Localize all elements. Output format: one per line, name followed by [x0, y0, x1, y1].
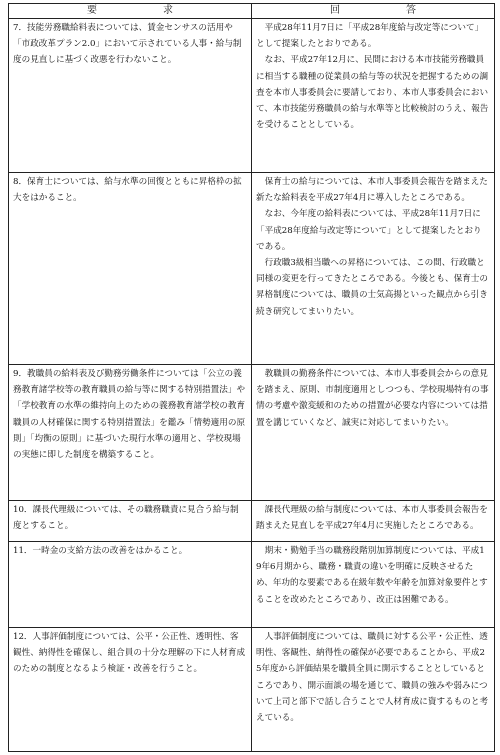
table-row	[9, 19, 495, 173]
table-row	[9, 173, 495, 365]
answer-paragraph: なお、平成27年12月に、民間における本市技能労務職員に相当する職種の従業員の給与等の状況を把握するための調査を本市人事委員会に要請しており、本市人事委員会において、本市技能労務職員の給与水準等と比較検討のうえ、報告を受けることとしている。	[256, 55, 489, 131]
answer-cell	[252, 628, 495, 752]
answer-paragraph: 平成28年11月7日に「平成28年度給与改定等について」として提案したとおりである。	[256, 23, 484, 50]
request-text: 8．保育士については、給与水準の回復とともに昇格枠の拡大をはかること。	[13, 177, 242, 204]
request-cell	[9, 501, 252, 542]
request-cell	[9, 173, 252, 365]
table-row	[9, 628, 495, 752]
answer-cell	[252, 365, 495, 501]
header-answer: 回 答	[252, 4, 495, 19]
table-row	[9, 542, 495, 628]
answer-cell	[252, 542, 495, 628]
request-cell	[9, 19, 252, 173]
answer-cell	[252, 501, 495, 542]
answer-cell	[252, 173, 495, 365]
request-text: 7．技能労務職給料表については、賃金センサスの活用や「市政改革プラン2.0」において示されている人事・給与制度の見直しに基づく改悪を行わないこと。	[13, 23, 242, 66]
request-text: 12．人事評価制度については、公平・公正性、透明性、客観性、納得性を確保し、組合員の十分な理解の下に人材育成のための制度となるよう検証・改善を行うこと。	[13, 632, 246, 675]
answer-paragraph: 保育士の給与については、本市人事委員会報告を踏まえた新たな給料表を平成27年4月に導入したところである。	[256, 177, 488, 204]
answer-paragraph: 期末・勤勉手当の職務段階別加算制度については、平成19年6月期から、職務・職責の違いを明確に反映させるため、年功的な要素である在級年数や年齢を加算対象要件とすることを改めたところであり、改正は困難である。	[256, 546, 488, 605]
request-text: 10．課長代理級については、その職務職責に見合う給与制度とすること。	[13, 505, 239, 532]
qa-table	[8, 3, 495, 752]
answer-paragraph: 教職員の勤務条件については、本市人事委員会からの意見を踏まえ、原則、市制度適用としつつも、学校現場特有の事情の考慮や激変緩和のための措置が必要な内容については措置を講じていくなど、誠実に対応してまいりたい。	[256, 369, 489, 428]
table-row	[9, 365, 495, 501]
answer-paragraph: 課長代理級の給与制度については、本市人事委員会報告を踏まえた見直しを平成27年4月に実施したところである。	[256, 505, 488, 532]
answer-paragraph: なお、今年度の給料表については、平成28年11月7日に「平成28年度給与改定等について」として提案したとおりである。	[256, 209, 482, 252]
header-request: 要 求	[9, 4, 252, 19]
request-cell	[9, 365, 252, 501]
answer-paragraph: 人事評価制度については、職員に対する公平・公正性、透明性、客観性、納得性の確保が必要であることから、平成25年度から評価結果を職員全員に開示することとしているところであり、開示面談の場を通じて、職員の強みや弱みについて上司と部下で話し合うことで人材育成に資するものと考えている。	[256, 632, 489, 724]
answer-paragraph: 行政職3級相当職への昇格については、この間、行政職と同様の変更を行ってきたところである。今後とも、保育士の昇格制度については、職員の士気高揚といった観点から引き続き研究してまいりたい。	[256, 258, 488, 317]
table-row	[9, 501, 495, 542]
request-text: 11．一時金の支給方法の改善をはかること。	[13, 546, 188, 556]
header-row	[9, 4, 495, 19]
answer-cell	[252, 19, 495, 173]
request-text: 9．教職員の給料表及び勤務労働条件については「公立の義務教育諸学校等の教育職員の給与等に関する特別措置法」や「学校教育の水準の維持向上のための義務教育諸学校の教育職員の人材確保に関する特別措置法」を鑑み「情勢適用の原則」「均衡の原則」に基づいた現行水準の適用と、学校現場の実態に即した制度を構築すること。	[13, 369, 246, 461]
request-cell	[9, 542, 252, 628]
request-cell	[9, 628, 252, 752]
